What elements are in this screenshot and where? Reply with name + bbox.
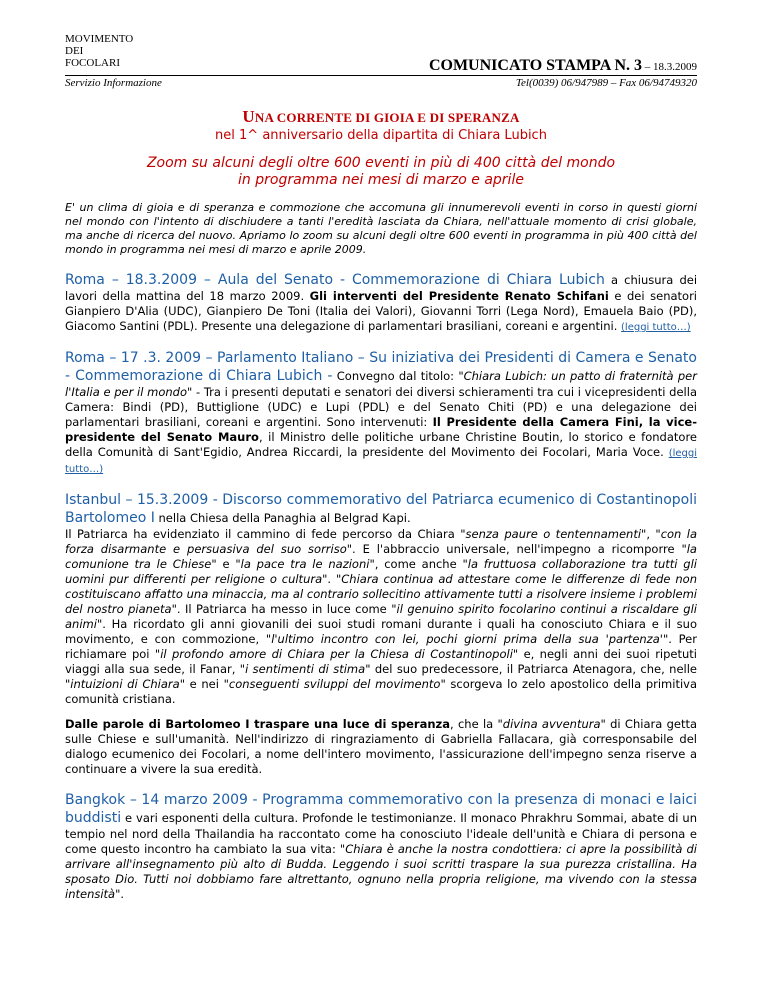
section-heading: Bangkok – 14 marzo 2009 - Programma commemorativo con la presenza di monaci e laici buddisti (65, 792, 697, 826)
zoom-heading: Zoom su alcuni degli oltre 600 eventi in più di 400 città del mondo in programma nei mesi di marzo e aprile (146, 155, 616, 188)
section-heading: Istanbul – 15.3.2009 - Discorso commemorativo del Patriarca ecumenico di Costantinopoli Bartolomeo I (65, 492, 697, 526)
main-headline: UNA CORRENTE DI GIOIA E DI SPERANZA (242, 107, 520, 126)
contact-numbers: Tel(0039) 06/947989 – Fax 06/94749320 (515, 77, 697, 89)
istanbul-conclusion: Dalle parole di Bartolomeo I traspare una luce di speranza, che la "divina avventura" di Chiara getta sulle Chiese e sull'umanità. Nell'indirizzo di ringraziamento di Gabriella Fallacara, già corresponsabile del dialogo ecumenico dei Focolari, a nome dell'intero movimento, l'assicurazione dell'impegno senza riserve a continuare a vivere la sua eredità. (65, 717, 698, 776)
headline-subtitle: nel 1^ anniversario della dipartita di Chiara Lubich (215, 128, 547, 143)
istanbul-body: Il Patriarca ha evidenziato il cammino di fede percorso da Chiara "senza paure o tentennamenti", "con la forza disarmante e persuasiva del suo sorriso". E l'abbraccio universale, nell'impegno a ricomporre "la comunione tra le Chiese" e "la pace tra le nazioni", come anche "la fruttuosa collaborazione tra tutti gli uomini pur differenti per religione o cultura". "Chiara continua ad attestare come le differenze di fede non costituiscano affatto una minaccia, ma al contrario sollecitino attivamente tutti a risolvere insieme i problemi del nostro pianeta". Il Patriarca ha messo in luce come "il genuino spirito focolarino continui a riscaldare gli animi". Ha ricordato gli anni giovanili dei suoi studi romani durante i quali ha conosciuto Chiara e il suo movimento, e con commozione, "l'ultimo incontro con lei, pochi giorni prima della sua 'partenza'". Per richiamare poi "il profondo amore di Chiara per la Chiesa di Costantinopoli" e, negli anni dei suoi ripetuti viaggi alla sua sede, il Fanar, "i sentimenti di stima" del suo predecessore, il Patriarca Atenagora, che, nelle "intuizioni di Chiara" e nei "conseguenti sviluppi del movimento" scorgeva lo zelo apostolico della primitiva comunità cristiana. (65, 527, 698, 706)
organization-name: MOVIMENTO DEI FOCOLARI (65, 33, 134, 69)
read-more-link[interactable]: (leggi tutto…) (621, 322, 691, 333)
service-name: Servizio Informazione (65, 77, 162, 89)
section-heading: Roma – 17 .3. 2009 – Parlamento Italiano – Su iniziativa dei Presidenti di Camera e Senato - Commemorazione di Chiara Lubich - (65, 350, 697, 384)
section-bangkok: Bangkok – 14 marzo 2009 - Programma commemorativo con la presenza di monaci e laici buddisti e vari esponenti della cultura. Profonde le testimonianze. Il monaco Phrakhru Sommai, abate di un tempio nel nord della Thailandia ha raccontato come ha conosciuto l'ideale dell'unità e Chiara di persona e come questo incontro ha cambiato la sua vita: "Chiara è anche la nostra condottiera: ci apre la possibilità di arrivare all'insegnamento più alto di Budda. Leggendo i suoi scritti traspare la sua purezza cristallina. Ha sposato Dio. Tutti noi dobbiamo fare altrettanto, ognuno nella propria religione, ma vivendo con la stessa intensità". (65, 792, 697, 901)
section-istanbul: Istanbul – 15.3.2009 - Discorso commemorativo del Patriarca ecumenico di Costantinopoli Bartolomeo I nella Chiesa della Panaghia al Belgrad Kapi. Il Patriarca ha evidenziato il cammino di fede percorso da Chiara "senza paure o tentennamenti", "con la forza disarmante e persuasiva del suo sorriso". E l'abbraccio universale, nell'impegno a ricomporre "la comunione tra le Chiese" e "la pace tra le nazioni", come anche "la fruttuosa collaborazione tra tutti gli uomini pur differenti per religione o cultura". "Chiara continua ad attestare come le differenze di fede non costituiscano affatto una minaccia, ma al contrario sollecitino attivamente tutti a risolvere insieme i problemi del nostro pianeta". Il Patriarca ha messo in luce come "il genuino spirito focolarino continui a riscaldare gli animi". Ha ricordato gli anni giovanili dei suoi studi romani durante i quali ha conosciuto Chiara e il suo movimento, e con commozione, "l'ultimo incontro con lei, pochi giorni prima della sua 'partenza'". Per richiamare poi "il profondo amore di Chiara per la Chiesa di Costantinopoli" e, negli anni dei suoi ripetuti viaggi alla sua sede, il Fanar, "i sentimenti di stima" del suo predecessore, il Patriarca Atenagora, che, nelle "intuizioni di Chiara" e nei "conseguenti sviluppi del movimento" scorgeva lo zelo apostolico della primitiva comunità cristiana. Dalle parole di Bartolomeo I traspare una luce di speranza, che la "divina avventura" di Chiara getta sulle Chiese e sull'umanità. Nell'indirizzo di ringraziamento di Gabriella Fallacara, già corresponsabile del dialogo ecumenico dei Focolari, a nome dell'intero movimento, l'assicurazione dell'impegno senza riserve a continuare a vivere la sua eredità. (65, 492, 698, 776)
release-title: COMUNICATO STAMPA N. 3 – 18.3.2009 (428, 57, 697, 74)
section-roma-parlamento: Roma – 17 .3. 2009 – Parlamento Italiano – Su iniziativa dei Presidenti di Camera e Senato - Commemorazione di Chiara Lubich - Convegno dal titolo: "Chiara Lubich: un patto di fraternità per l'Italia e per il mondo" - Tra i presenti deputati e senatori dei diversi schieramenti tra cui i vicepresidenti della Camera: Bindi (PD), Buttiglione (UDC) e Lupi (PDL) e del Senato Chiti (PD) e una delegazione dei parlamentari brasiliani, coreani e argentini. Sono intervenuti: Il Presidente della Camera Fini, la vice-presidente del Senato Mauro, il Ministro delle politiche urbane Christine Boutin, lo storico e fondatore della Comunità di Sant'Egidio, Andrea Riccardi, la presidente del Movimento dei Focolari, Maria Voce. (leggi tutto…) (65, 350, 698, 475)
intro-paragraph: E' un clima di gioia e di speranza e commozione che accomuna gli innumerevoli eventi in corso in questi giorni nel mondo con l'intento di dischiudere a tanti l'eredità lasciata da Chiara, nell'attuale momento di crisi globale, ma anche di ricerca del nuovo. Apriamo lo zoom su alcuni degli oltre 600 eventi in programma in più 400 città del mondo in programma nei mesi di marzo e aprile 2009. (65, 201, 697, 256)
read-more-link[interactable]: (leggi tutto…) (65, 448, 697, 475)
section-heading: Roma – 18.3.2009 – Aula del Senato - Commemorazione di Chiara Lubich (65, 272, 605, 288)
release-date: – 18.3.2009 (642, 61, 697, 73)
press-release-page (65, 33, 697, 902)
section-roma-senato: Roma – 18.3.2009 – Aula del Senato - Commemorazione di Chiara Lubich a chiusura dei lavori della mattina del 18 marzo 2009. Gli interventi del Presidente Renato Schifani e dei senatori Gianpiero D'Alia (UDC), Gianpiero De Toni (Italia dei Valori), Giovanni Torri (Lega Nord), Emauela Baio (PD), Giacomo Santini (PDL). Presente una delegazione di parlamentari brasiliani, coreani e argentini. (leggi tutto…) (65, 272, 698, 333)
letterhead (65, 33, 697, 93)
header-divider (65, 75, 697, 76)
